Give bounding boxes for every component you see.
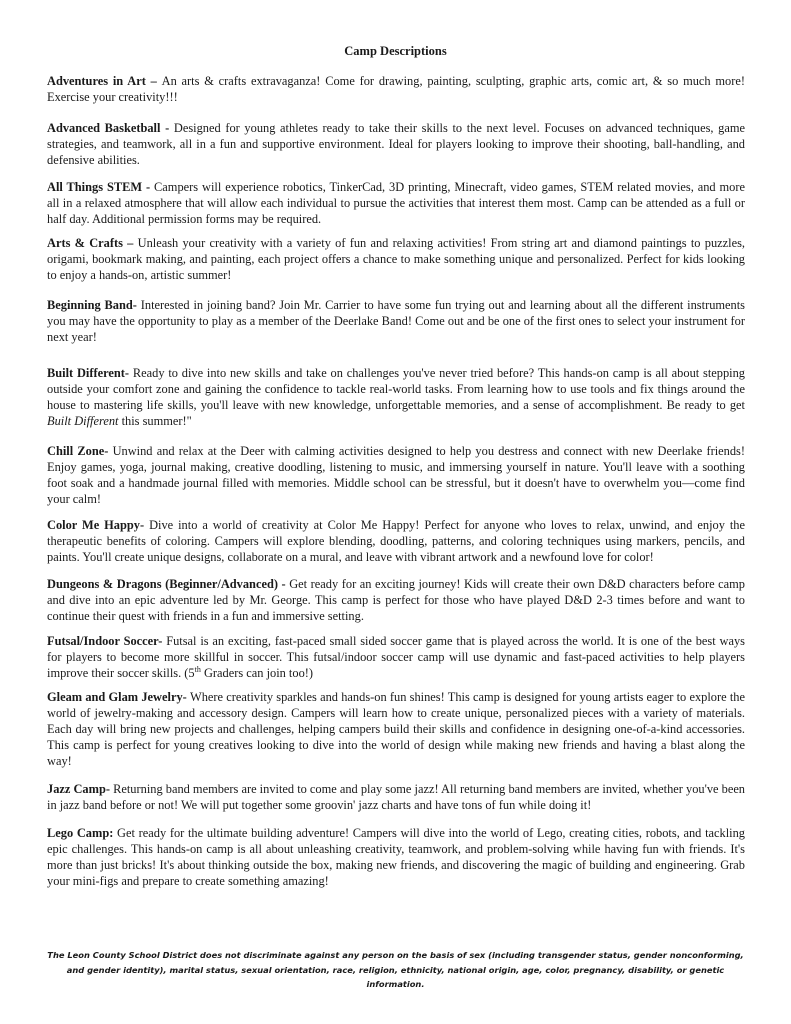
camp-separator: – — [122, 236, 138, 250]
camp-name: Futsal/Indoor Soccer — [47, 634, 159, 648]
camp-description: Get ready for the ultimate building adventure! Campers will dive into the world of Lego, creating cities, robots, and tackling epic challenges. This hands-on camp is all about unleashing creativity, teamwork, and problem-solving while having fun with friends. It's more than just bricks! It's about thinking outside the box, making new friends, and discovering the magic of building and engineering. Grab your mini-figs and prepare to create something amazing! — [47, 826, 745, 889]
camp-description: Get ready for an exciting journey! Kids will create their own D&D characters before camp and dive into an epic adventure led by Mr. George. This camp is perfect for those who have played D&D 2-3 times before and want to continue their quest with friends in a fun and immersive setting. — [47, 577, 745, 624]
camp-description: Ready to dive into new skills and take on challenges you've never tried before? This hands-on camp is all about stepping outside your comfort zone and gaining the confidence to tackle real-world tasks. From learning how to use tools and fix things around the house to mastering life skills, you'll leave with new knowledge, unforgettable memories, and a sense of accomplishment. Be ready to get — [47, 366, 745, 413]
camp-name: Dungeons & Dragons (Beginner/Advanced) — [47, 577, 278, 591]
camp-separator: – — [145, 74, 162, 88]
camp-separator: - — [158, 634, 167, 648]
camp-all-things-stem — [47, 179, 745, 227]
camp-description-end: Graders can join too!) — [200, 666, 314, 681]
camp-name: Chill Zone — [47, 444, 105, 458]
camp-name: Beginning Band — [47, 298, 133, 312]
camp-description: Where creativity sparkles and hands-on fun shines! This camp is designed for young artists eager to explore the world of jewelry-making and accessory design. Campers will learn how to create unique, personalized pieces with a variety of materials. Each day will bring new projects and challenges, helping campers build their skills and confidence in designing one-of-a-kind accessories. This camp is perfect for young creatives looking to dive into the world of design while making new friends and having a blast along the way! — [47, 690, 745, 769]
camp-separator: - — [124, 366, 133, 380]
camp-name: Arts & Crafts — [47, 236, 123, 250]
camp-name: Adventures in Art — [47, 74, 146, 88]
camp-name: Advanced Basketball — [47, 121, 161, 135]
camp-description: Futsal is an exciting, fast-paced small sided soccer game that is played across the world. It is one of the best ways for players to become more skillful in soccer. This futsal/indoor soccer camp will use dynamic and fast-paced activities to help players improve their soccer skills. (5 — [47, 634, 746, 681]
camp-advanced-basketball — [47, 120, 745, 168]
camp-description: Unwind and relax at the Deer with calming activities designed to help you destress and connect with new Deerlake friends! Enjoy games, yoga, journal making, creative doodling, listening to music, and immersing yourself in nature. You'll leave with a soothing foot soak and a handmade journal filled with memories. Middle school can be stressful, but it doesn't have to overwhelm you—come find your calm! — [47, 444, 746, 507]
camp-description: Dive into a world of creativity at Color Me Happy! Perfect for anyone who loves to relax, unwind, and enjoy the therapeutic benefits of coloring. Campers will explore blending, doodling, patterns, and coloring techniques using markers, pencils, and paints. You'll create unique designs, collaborate on a mural, and leave with vibrant artwork and a newfound love for color! — [47, 518, 745, 565]
camp-separator: - — [160, 121, 174, 135]
camp-name: Jazz Camp — [47, 782, 106, 796]
camp-beginning-band — [47, 297, 745, 345]
camp-separator: - — [105, 782, 114, 796]
camp-description: Returning band members are invited to come and play some jazz! All returning band members are invited, whether you've been in jazz band before or not! We will put together some groovin' jazz charts and have tons of fun while doing it! — [47, 782, 746, 813]
camp-name: Built Different — [47, 366, 125, 380]
camp-dungeons-and-dragons — [47, 576, 745, 624]
camp-color-me-happy — [47, 517, 745, 565]
camp-separator: - — [104, 444, 113, 458]
camp-separator: - — [182, 690, 191, 704]
camp-jazz-camp — [47, 781, 745, 813]
camp-description: Campers will experience robotics, TinkerCad, 3D printing, Minecraft, video games, STEM related movies, and more all in a relaxed atmosphere that will allow each individual to pursue the activities that interest them most. Camp can be attended as a full or half day. Additional permission forms may be required. — [47, 180, 745, 227]
camp-lego-camp — [47, 825, 745, 889]
camp-description-superscript: th — [194, 665, 201, 675]
camp-name: Lego Camp: — [47, 826, 114, 840]
non-discrimination-footer: The Leon County School District does not discriminate against any person on the basis of sex (including transgender status, gender nonconforming, and gender identity), marital status, sexual orientation, race, religion, ethnicity, national origin, age, color, pregnancy, disability, or genetic information. — [47, 950, 744, 989]
camp-separator: - — [277, 577, 290, 591]
camp-separator: - — [132, 298, 141, 312]
camp-gleam-and-glam-jewelry — [47, 689, 745, 769]
page-title: Camp Descriptions — [344, 44, 447, 58]
camp-chill-zone — [47, 443, 745, 507]
camp-arts-and-crafts — [47, 235, 745, 283]
camp-futsal-indoor-soccer — [47, 633, 745, 681]
camp-built-different — [47, 365, 745, 429]
camp-description-end: this summer!" — [118, 414, 192, 429]
camp-description: Interested in joining band? Join Mr. Carrier to have some fun trying out and learning about all the different instruments you may have the opportunity to play as a member of the Deerlake Band! Come out and be one of the first ones to select your instrument for next year! — [47, 298, 745, 345]
camp-separator: - — [142, 180, 155, 194]
camp-description: Designed for young athletes ready to take their skills to the next level. Focuses on advanced techniques, game strategies, and teamwork, all in a fun and supportive environment. Ideal for players looking to improve their shooting, ball-handling, and defensive abilities. — [47, 121, 745, 168]
camp-name: Color Me Happy — [47, 518, 140, 532]
camp-name: Gleam and Glam Jewelry — [47, 690, 183, 704]
camp-description-emphasis: Built Different — [47, 414, 119, 429]
camp-description: Unleash your creativity with a variety of fun and relaxing activities! From string art and diamond paintings to puzzles, origami, bookmark making, and painting, each project offers a chance to make something unique and personalized. Perfect for kids looking to enjoy a hands-on, artistic summer! — [47, 236, 746, 283]
camp-separator: - — [139, 518, 150, 532]
camp-name: All Things STEM — [47, 180, 143, 194]
camp-adventures-in-art — [47, 73, 745, 105]
camp-description: An arts & crafts extravaganza! Come for drawing, painting, sculpting, graphic arts, comic art, & so much more! Exercise your creativity!!! — [47, 74, 746, 105]
